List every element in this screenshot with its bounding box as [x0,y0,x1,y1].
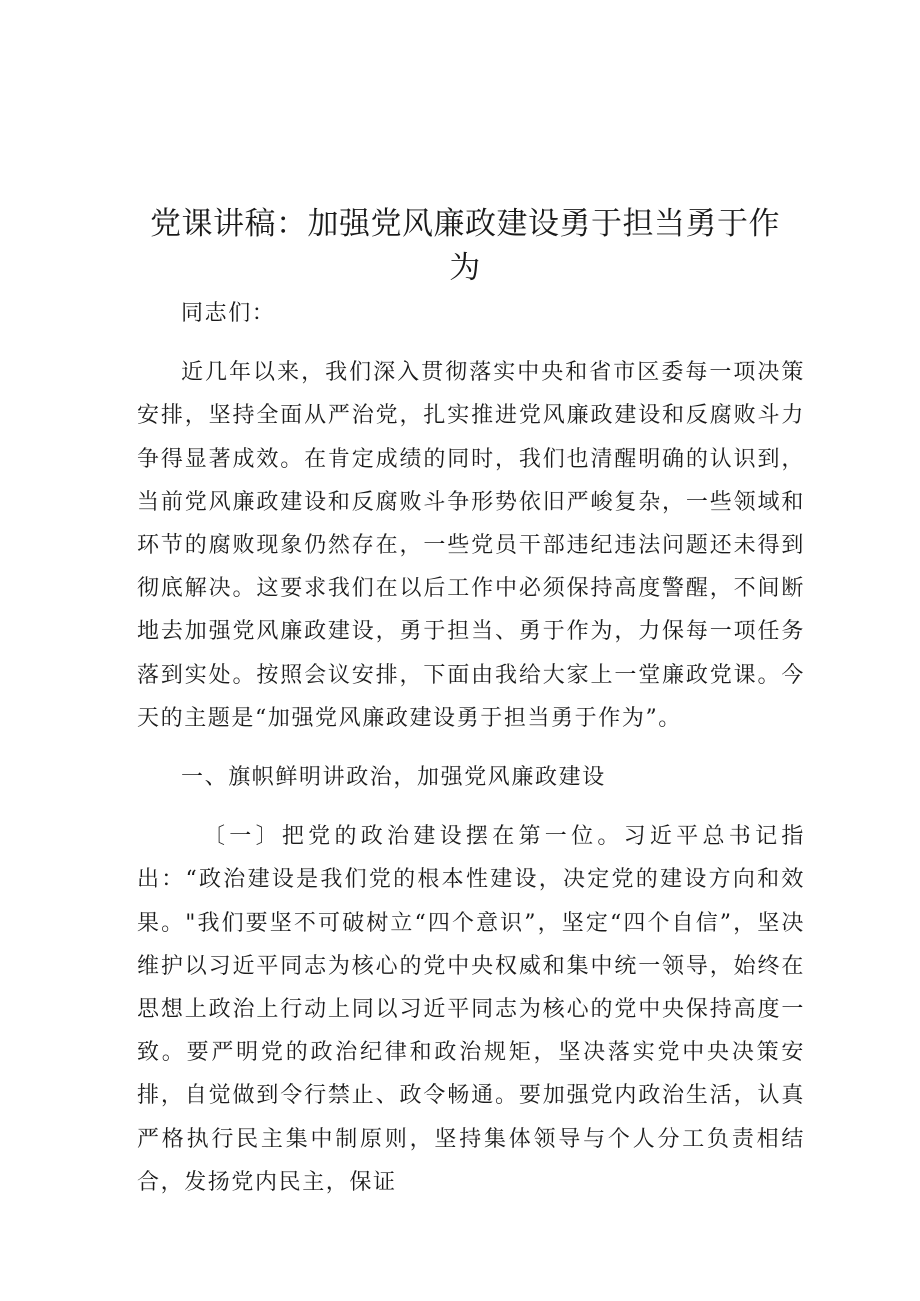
document-body [137,292,805,1204]
salutation: 同志们： [181,301,276,326]
subsection-paragraph: 〔一〕把党的政治建设摆在第一位。习近平总书记指出：“政治建设是我们党的根本性建设，决定党的建设方向和效果。"我们要坚不可破树立“四个意识”，坚定“四个自信”，坚决维护以习近平同志为核心的党中央权威和集中统一领导，始终在思想上政治上行动上同以习近平同志为核心的党中央保持高度一致。要严明党的政治纪律和政治规矩，坚决落实党中央决策安排，自觉做到令行禁止、政令畅通。要加强党内政治生活，认真严格执行民主集中制原则，坚持集体领导与个人分工负责相结合，发扬党内民主，保证 [137,824,805,1195]
intro-paragraph: 近几年以来，我们深入贯彻落实中央和省市区委每一项决策安排，坚持全面从严治党，扎实推进党风廉政建设和反腐败斗力争得显著成效。在肯定成绩的同时，我们也清醒明确的认识到，当前党风廉政建设和反腐败斗争形势依旧严峻复杂，一些领域和环节的腐败现象仍然存在，一些党员干部违纪违法问题还未得到彻底解决。这要求我们在以后工作中必须保持高度警醒，不间断地去加强党风廉政建设，勇于担当、勇于作为，力保每一项任务落到实处。按照会议安排，下面由我给大家上一堂廉政党课。今天的主题是“加强党风廉政建设勇于担当勇于作为”。 [137,360,805,731]
document-title: 党课讲稿：加强党风廉政建设勇于担当勇于作为 [150,206,780,286]
section-heading: 一、旗帜鲜明讲政治，加强党风廉政建设 [181,765,606,791]
